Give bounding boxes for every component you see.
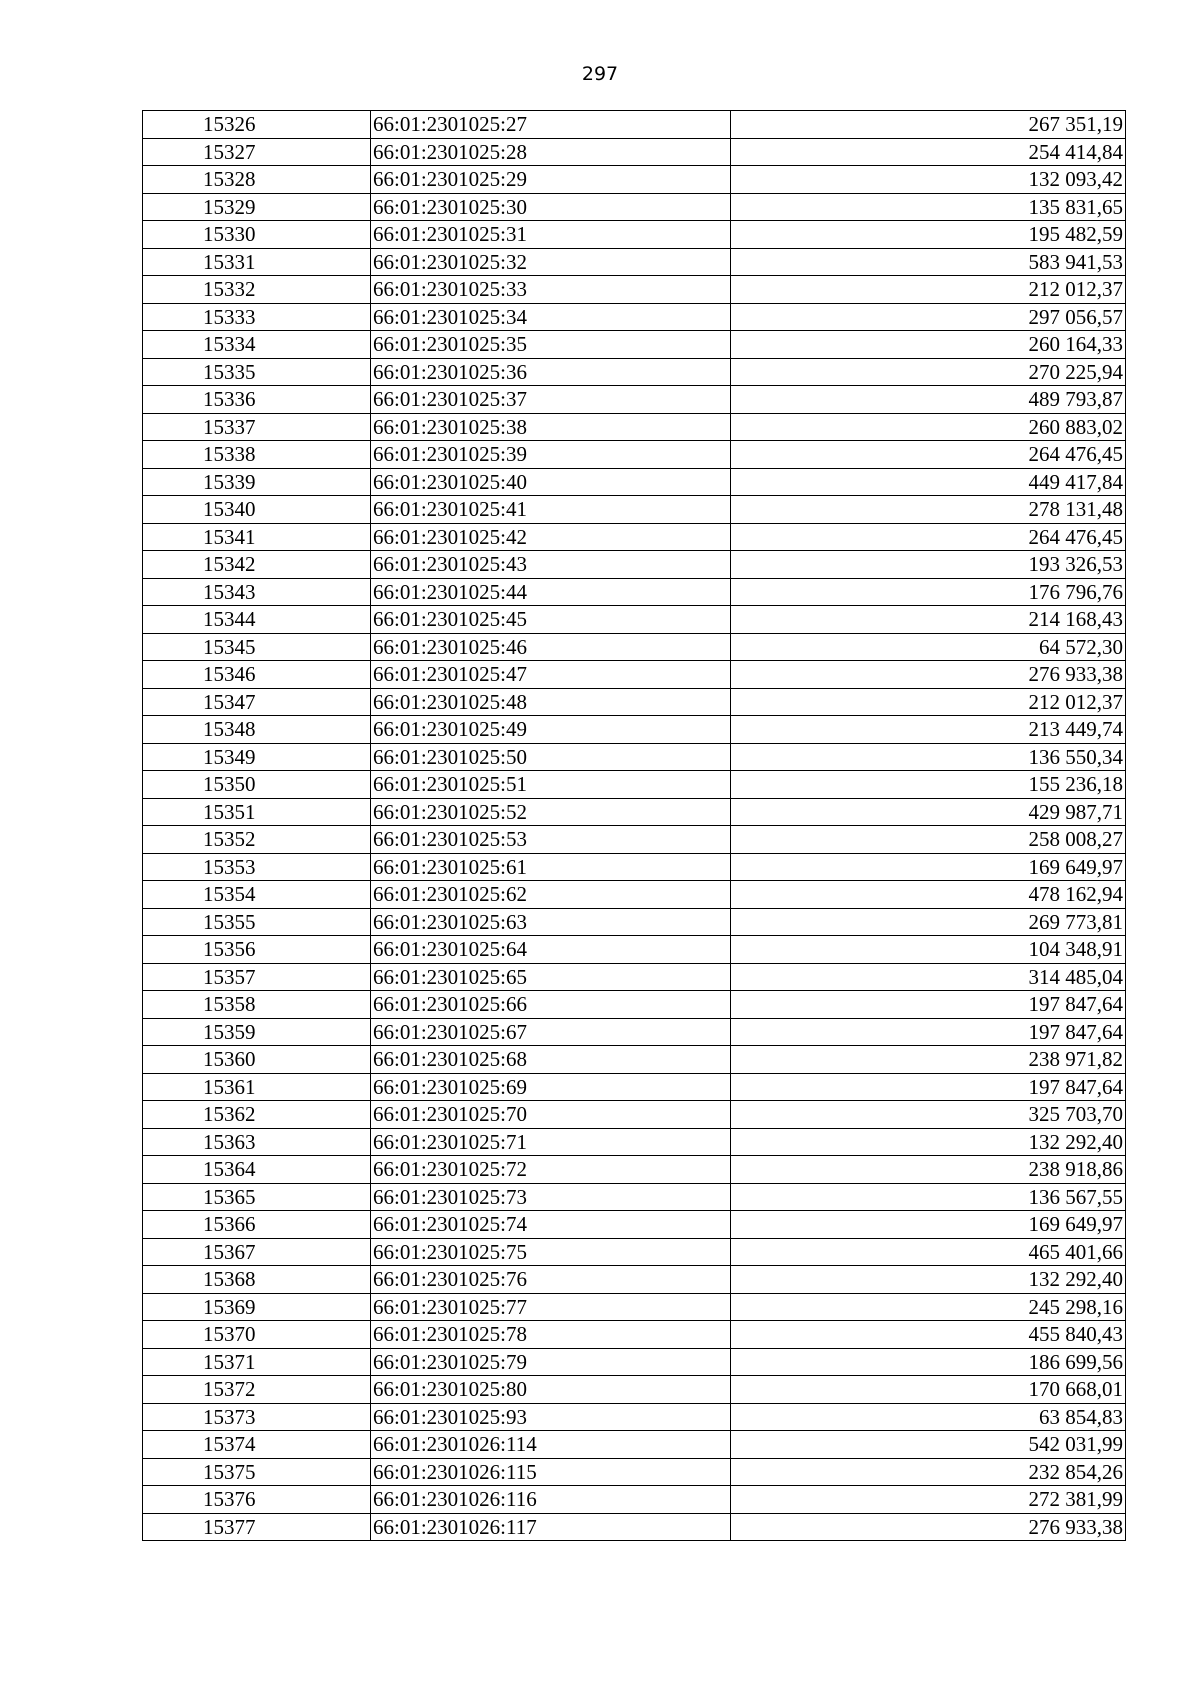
value-cell: 314 485,04 (731, 963, 1126, 991)
value-cell: 297 056,57 (731, 303, 1126, 331)
value-cell: 260 883,02 (731, 413, 1126, 441)
table-row (143, 248, 1126, 276)
row-number-cell: 15343 (143, 578, 371, 606)
value-cell: 449 417,84 (731, 468, 1126, 496)
cadastral-number-cell: 66:01:2301025:31 (371, 221, 731, 249)
row-number-cell: 15355 (143, 908, 371, 936)
row-number-cell: 15353 (143, 853, 371, 881)
value-cell: 245 298,16 (731, 1293, 1126, 1321)
row-number-cell: 15340 (143, 496, 371, 524)
value-cell: 264 476,45 (731, 523, 1126, 551)
table-row (143, 1486, 1126, 1514)
registry-table-body (143, 111, 1126, 1541)
row-number-cell: 15369 (143, 1293, 371, 1321)
table-row (143, 633, 1126, 661)
cadastral-number-cell: 66:01:2301026:114 (371, 1431, 731, 1459)
cadastral-number-cell: 66:01:2301025:48 (371, 688, 731, 716)
value-cell: 193 326,53 (731, 551, 1126, 579)
cadastral-number-cell: 66:01:2301025:64 (371, 936, 731, 964)
table-row (143, 853, 1126, 881)
table-row (143, 1156, 1126, 1184)
cadastral-number-cell: 66:01:2301025:65 (371, 963, 731, 991)
table-row (143, 193, 1126, 221)
value-cell: 254 414,84 (731, 138, 1126, 166)
row-number-cell: 15336 (143, 386, 371, 414)
table-row (143, 358, 1126, 386)
value-cell: 136 550,34 (731, 743, 1126, 771)
row-number-cell: 15344 (143, 606, 371, 634)
row-number-cell: 15360 (143, 1046, 371, 1074)
table-row (143, 771, 1126, 799)
table-row (143, 1321, 1126, 1349)
table-row (143, 606, 1126, 634)
row-number-cell: 15373 (143, 1403, 371, 1431)
cadastral-number-cell: 66:01:2301025:43 (371, 551, 731, 579)
row-number-cell: 15342 (143, 551, 371, 579)
row-number-cell: 15350 (143, 771, 371, 799)
cadastral-number-cell: 66:01:2301025:80 (371, 1376, 731, 1404)
value-cell: 169 649,97 (731, 1211, 1126, 1239)
cadastral-number-cell: 66:01:2301025:30 (371, 193, 731, 221)
value-cell: 104 348,91 (731, 936, 1126, 964)
row-number-cell: 15358 (143, 991, 371, 1019)
row-number-cell: 15339 (143, 468, 371, 496)
table-row (143, 386, 1126, 414)
table-row (143, 881, 1126, 909)
cadastral-number-cell: 66:01:2301025:32 (371, 248, 731, 276)
cadastral-number-cell: 66:01:2301025:74 (371, 1211, 731, 1239)
row-number-cell: 15329 (143, 193, 371, 221)
row-number-cell: 15365 (143, 1183, 371, 1211)
cadastral-number-cell: 66:01:2301025:93 (371, 1403, 731, 1431)
cadastral-number-cell: 66:01:2301025:42 (371, 523, 731, 551)
cadastral-number-cell: 66:01:2301025:61 (371, 853, 731, 881)
value-cell: 212 012,37 (731, 688, 1126, 716)
row-number-cell: 15372 (143, 1376, 371, 1404)
table-row (143, 908, 1126, 936)
row-number-cell: 15354 (143, 881, 371, 909)
row-number-cell: 15359 (143, 1018, 371, 1046)
cadastral-number-cell: 66:01:2301025:39 (371, 441, 731, 469)
table-row (143, 1403, 1126, 1431)
value-cell: 132 292,40 (731, 1128, 1126, 1156)
cadastral-number-cell: 66:01:2301025:73 (371, 1183, 731, 1211)
row-number-cell: 15356 (143, 936, 371, 964)
value-cell: 63 854,83 (731, 1403, 1126, 1431)
cadastral-number-cell: 66:01:2301025:76 (371, 1266, 731, 1294)
row-number-cell: 15352 (143, 826, 371, 854)
row-number-cell: 15330 (143, 221, 371, 249)
value-cell: 135 831,65 (731, 193, 1126, 221)
row-number-cell: 15341 (143, 523, 371, 551)
row-number-cell: 15331 (143, 248, 371, 276)
table-row (143, 1183, 1126, 1211)
table-row (143, 551, 1126, 579)
row-number-cell: 15348 (143, 716, 371, 744)
registry-table (142, 110, 1126, 1541)
row-number-cell: 15367 (143, 1238, 371, 1266)
cadastral-number-cell: 66:01:2301025:33 (371, 276, 731, 304)
row-number-cell: 15362 (143, 1101, 371, 1129)
page-number: 297 (581, 63, 619, 85)
cadastral-number-cell: 66:01:2301025:34 (371, 303, 731, 331)
table-row (143, 661, 1126, 689)
row-number-cell: 15349 (143, 743, 371, 771)
table-row (143, 688, 1126, 716)
value-cell: 213 449,74 (731, 716, 1126, 744)
value-cell: 212 012,37 (731, 276, 1126, 304)
value-cell: 186 699,56 (731, 1348, 1126, 1376)
value-cell: 276 933,38 (731, 661, 1126, 689)
value-cell: 489 793,87 (731, 386, 1126, 414)
row-number-cell: 15328 (143, 166, 371, 194)
cadastral-number-cell: 66:01:2301025:77 (371, 1293, 731, 1321)
cadastral-number-cell: 66:01:2301025:71 (371, 1128, 731, 1156)
row-number-cell: 15332 (143, 276, 371, 304)
cadastral-number-cell: 66:01:2301025:35 (371, 331, 731, 359)
table-row (143, 138, 1126, 166)
table-row (143, 1211, 1126, 1239)
cadastral-number-cell: 66:01:2301025:67 (371, 1018, 731, 1046)
row-number-cell: 15374 (143, 1431, 371, 1459)
table-row (143, 1018, 1126, 1046)
cadastral-number-cell: 66:01:2301025:38 (371, 413, 731, 441)
table-row (143, 413, 1126, 441)
cadastral-number-cell: 66:01:2301025:49 (371, 716, 731, 744)
value-cell: 542 031,99 (731, 1431, 1126, 1459)
row-number-cell: 15375 (143, 1458, 371, 1486)
cadastral-number-cell: 66:01:2301025:69 (371, 1073, 731, 1101)
cadastral-number-cell: 66:01:2301025:72 (371, 1156, 731, 1184)
cadastral-number-cell: 66:01:2301025:68 (371, 1046, 731, 1074)
cadastral-number-cell: 66:01:2301026:117 (371, 1513, 731, 1541)
value-cell: 197 847,64 (731, 1073, 1126, 1101)
cadastral-number-cell: 66:01:2301025:63 (371, 908, 731, 936)
cadastral-number-cell: 66:01:2301025:28 (371, 138, 731, 166)
cadastral-number-cell: 66:01:2301025:44 (371, 578, 731, 606)
value-cell: 465 401,66 (731, 1238, 1126, 1266)
table-row (143, 743, 1126, 771)
cadastral-number-cell: 66:01:2301025:79 (371, 1348, 731, 1376)
table-row (143, 331, 1126, 359)
table-row (143, 468, 1126, 496)
value-cell: 429 987,71 (731, 798, 1126, 826)
table-row (143, 936, 1126, 964)
table-row (143, 1376, 1126, 1404)
value-cell: 64 572,30 (731, 633, 1126, 661)
value-cell: 176 796,76 (731, 578, 1126, 606)
cadastral-number-cell: 66:01:2301025:50 (371, 743, 731, 771)
value-cell: 276 933,38 (731, 1513, 1126, 1541)
cadastral-number-cell: 66:01:2301025:52 (371, 798, 731, 826)
table-row (143, 276, 1126, 304)
row-number-cell: 15345 (143, 633, 371, 661)
row-number-cell: 15364 (143, 1156, 371, 1184)
table-row (143, 221, 1126, 249)
table-row (143, 963, 1126, 991)
cadastral-number-cell: 66:01:2301025:46 (371, 633, 731, 661)
value-cell: 260 164,33 (731, 331, 1126, 359)
row-number-cell: 15366 (143, 1211, 371, 1239)
cadastral-number-cell: 66:01:2301025:36 (371, 358, 731, 386)
value-cell: 132 093,42 (731, 166, 1126, 194)
value-cell: 197 847,64 (731, 991, 1126, 1019)
row-number-cell: 15338 (143, 441, 371, 469)
value-cell: 267 351,19 (731, 111, 1126, 139)
cadastral-number-cell: 66:01:2301025:62 (371, 881, 731, 909)
row-number-cell: 15351 (143, 798, 371, 826)
table-row (143, 578, 1126, 606)
table-row (143, 1293, 1126, 1321)
value-cell: 325 703,70 (731, 1101, 1126, 1129)
row-number-cell: 15368 (143, 1266, 371, 1294)
row-number-cell: 15335 (143, 358, 371, 386)
cadastral-number-cell: 66:01:2301025:37 (371, 386, 731, 414)
table-row (143, 1128, 1126, 1156)
row-number-cell: 15333 (143, 303, 371, 331)
row-number-cell: 15334 (143, 331, 371, 359)
value-cell: 270 225,94 (731, 358, 1126, 386)
value-cell: 136 567,55 (731, 1183, 1126, 1211)
cadastral-number-cell: 66:01:2301025:45 (371, 606, 731, 634)
cadastral-number-cell: 66:01:2301025:78 (371, 1321, 731, 1349)
cadastral-number-cell: 66:01:2301025:51 (371, 771, 731, 799)
table-row (143, 991, 1126, 1019)
value-cell: 232 854,26 (731, 1458, 1126, 1486)
row-number-cell: 15363 (143, 1128, 371, 1156)
table-row (143, 826, 1126, 854)
value-cell: 195 482,59 (731, 221, 1126, 249)
row-number-cell: 15327 (143, 138, 371, 166)
table-row (143, 441, 1126, 469)
value-cell: 264 476,45 (731, 441, 1126, 469)
cadastral-number-cell: 66:01:2301025:75 (371, 1238, 731, 1266)
cadastral-number-cell: 66:01:2301025:70 (371, 1101, 731, 1129)
value-cell: 455 840,43 (731, 1321, 1126, 1349)
value-cell: 238 971,82 (731, 1046, 1126, 1074)
value-cell: 132 292,40 (731, 1266, 1126, 1294)
table-row (143, 1073, 1126, 1101)
table-row (143, 1266, 1126, 1294)
table-row (143, 1046, 1126, 1074)
value-cell: 478 162,94 (731, 881, 1126, 909)
table-row (143, 1238, 1126, 1266)
row-number-cell: 15346 (143, 661, 371, 689)
table-row (143, 798, 1126, 826)
cadastral-number-cell: 66:01:2301026:115 (371, 1458, 731, 1486)
table-row (143, 111, 1126, 139)
table-row (143, 496, 1126, 524)
value-cell: 169 649,97 (731, 853, 1126, 881)
value-cell: 197 847,64 (731, 1018, 1126, 1046)
cadastral-number-cell: 66:01:2301025:29 (371, 166, 731, 194)
value-cell: 238 918,86 (731, 1156, 1126, 1184)
row-number-cell: 15371 (143, 1348, 371, 1376)
cadastral-number-cell: 66:01:2301025:40 (371, 468, 731, 496)
row-number-cell: 15361 (143, 1073, 371, 1101)
table-row (143, 1458, 1126, 1486)
table-row (143, 1431, 1126, 1459)
row-number-cell: 15376 (143, 1486, 371, 1514)
table-row (143, 1348, 1126, 1376)
value-cell: 278 131,48 (731, 496, 1126, 524)
row-number-cell: 15377 (143, 1513, 371, 1541)
row-number-cell: 15326 (143, 111, 371, 139)
cadastral-number-cell: 66:01:2301026:116 (371, 1486, 731, 1514)
cadastral-number-cell: 66:01:2301025:53 (371, 826, 731, 854)
value-cell: 583 941,53 (731, 248, 1126, 276)
row-number-cell: 15347 (143, 688, 371, 716)
value-cell: 258 008,27 (731, 826, 1126, 854)
table-row (143, 303, 1126, 331)
value-cell: 272 381,99 (731, 1486, 1126, 1514)
row-number-cell: 15357 (143, 963, 371, 991)
table-row (143, 1101, 1126, 1129)
cadastral-number-cell: 66:01:2301025:47 (371, 661, 731, 689)
row-number-cell: 15370 (143, 1321, 371, 1349)
row-number-cell: 15337 (143, 413, 371, 441)
value-cell: 170 668,01 (731, 1376, 1126, 1404)
value-cell: 269 773,81 (731, 908, 1126, 936)
value-cell: 214 168,43 (731, 606, 1126, 634)
cadastral-number-cell: 66:01:2301025:27 (371, 111, 731, 139)
table-row (143, 166, 1126, 194)
value-cell: 155 236,18 (731, 771, 1126, 799)
cadastral-number-cell: 66:01:2301025:66 (371, 991, 731, 1019)
table-row (143, 716, 1126, 744)
cadastral-number-cell: 66:01:2301025:41 (371, 496, 731, 524)
table-row (143, 1513, 1126, 1541)
table-row (143, 523, 1126, 551)
